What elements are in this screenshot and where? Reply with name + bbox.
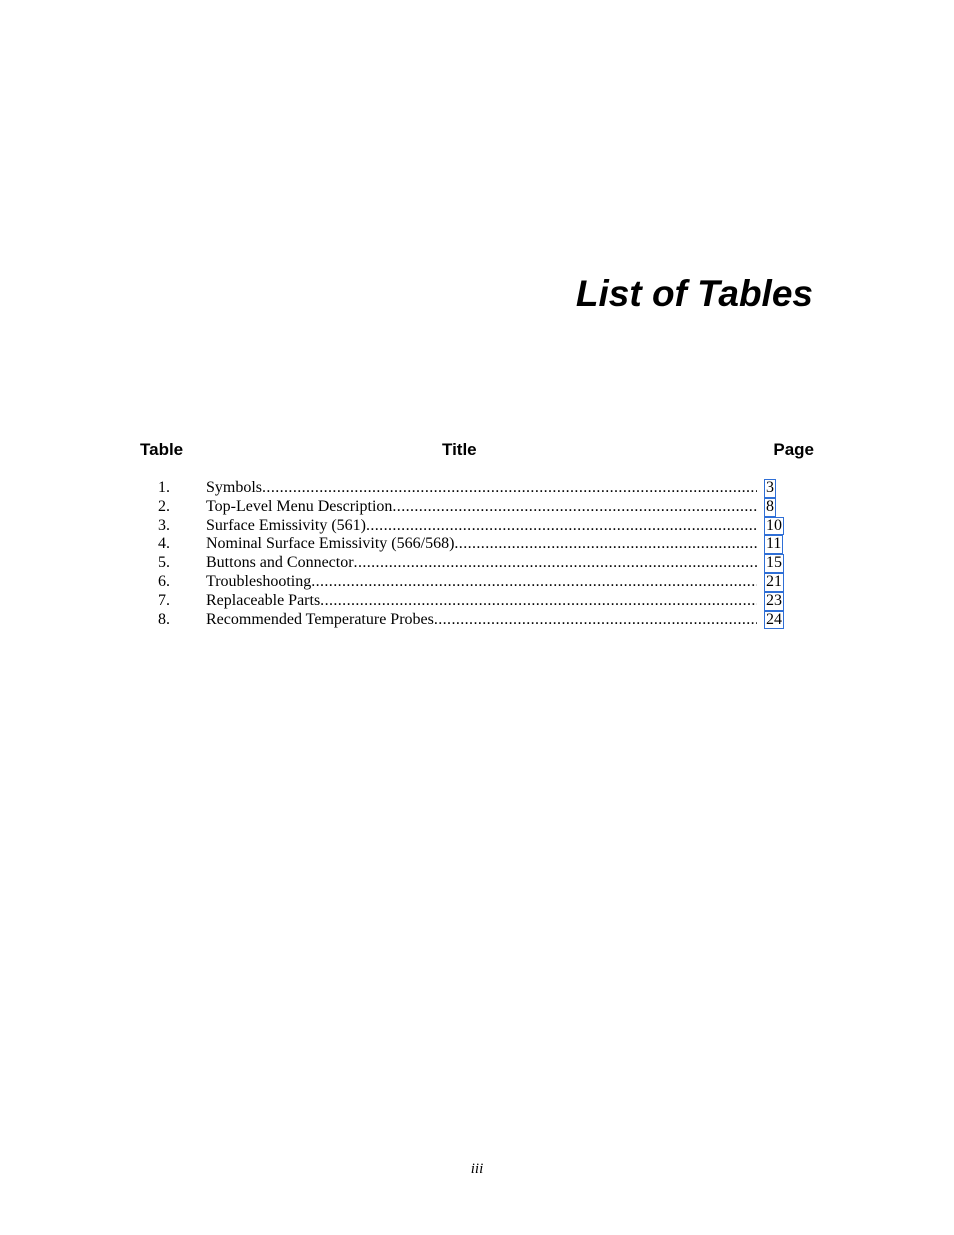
list-item xyxy=(140,592,814,611)
entry-number: 8. xyxy=(158,610,170,628)
page-title: List of Tables xyxy=(575,273,813,314)
table-of-contents-list xyxy=(140,479,814,629)
entry-number: 3. xyxy=(158,516,170,534)
header-title: Title xyxy=(442,440,477,459)
page-link[interactable]: 15 xyxy=(766,554,782,572)
list-item xyxy=(140,517,814,536)
list-item xyxy=(140,611,814,630)
entry-title: Troubleshooting ..... xyxy=(206,573,757,592)
list-item xyxy=(140,498,814,517)
list-item xyxy=(140,535,814,554)
entry-title: Buttons and Connector ..... xyxy=(206,554,757,573)
header-table: Table xyxy=(140,440,184,459)
page-link[interactable]: 21 xyxy=(766,572,782,590)
page-link[interactable]: 3 xyxy=(766,479,774,496)
entry-title: Symbols ..... xyxy=(206,479,757,498)
footer-page-number: iii xyxy=(470,1161,484,1177)
list-item xyxy=(140,573,814,592)
entry-title: Nominal Surface Emissivity (566/568) ..... xyxy=(206,535,757,554)
page-link[interactable]: 11 xyxy=(766,535,782,553)
entry-number: 4. xyxy=(158,535,170,553)
list-item xyxy=(140,479,814,498)
entry-number: 6. xyxy=(158,572,170,590)
entry-title: Surface Emissivity (561) ..... xyxy=(206,517,757,536)
list-item xyxy=(140,554,814,573)
entry-number: 7. xyxy=(158,591,170,609)
page-link[interactable]: 24 xyxy=(766,610,782,628)
page-link[interactable]: 10 xyxy=(766,516,782,534)
entry-number: 1. xyxy=(158,479,170,496)
entry-number: 5. xyxy=(158,554,170,572)
entry-title: Top-Level Menu Description ..... xyxy=(206,498,757,517)
header-page: Page xyxy=(773,440,814,459)
column-headers xyxy=(140,438,814,462)
entry-title: Recommended Temperature Probes ..... xyxy=(206,611,757,630)
entry-title: Replaceable Parts ..... xyxy=(206,592,757,611)
page-link[interactable]: 23 xyxy=(766,591,782,609)
page-link[interactable]: 8 xyxy=(766,497,774,515)
entry-number: 2. xyxy=(158,497,170,515)
